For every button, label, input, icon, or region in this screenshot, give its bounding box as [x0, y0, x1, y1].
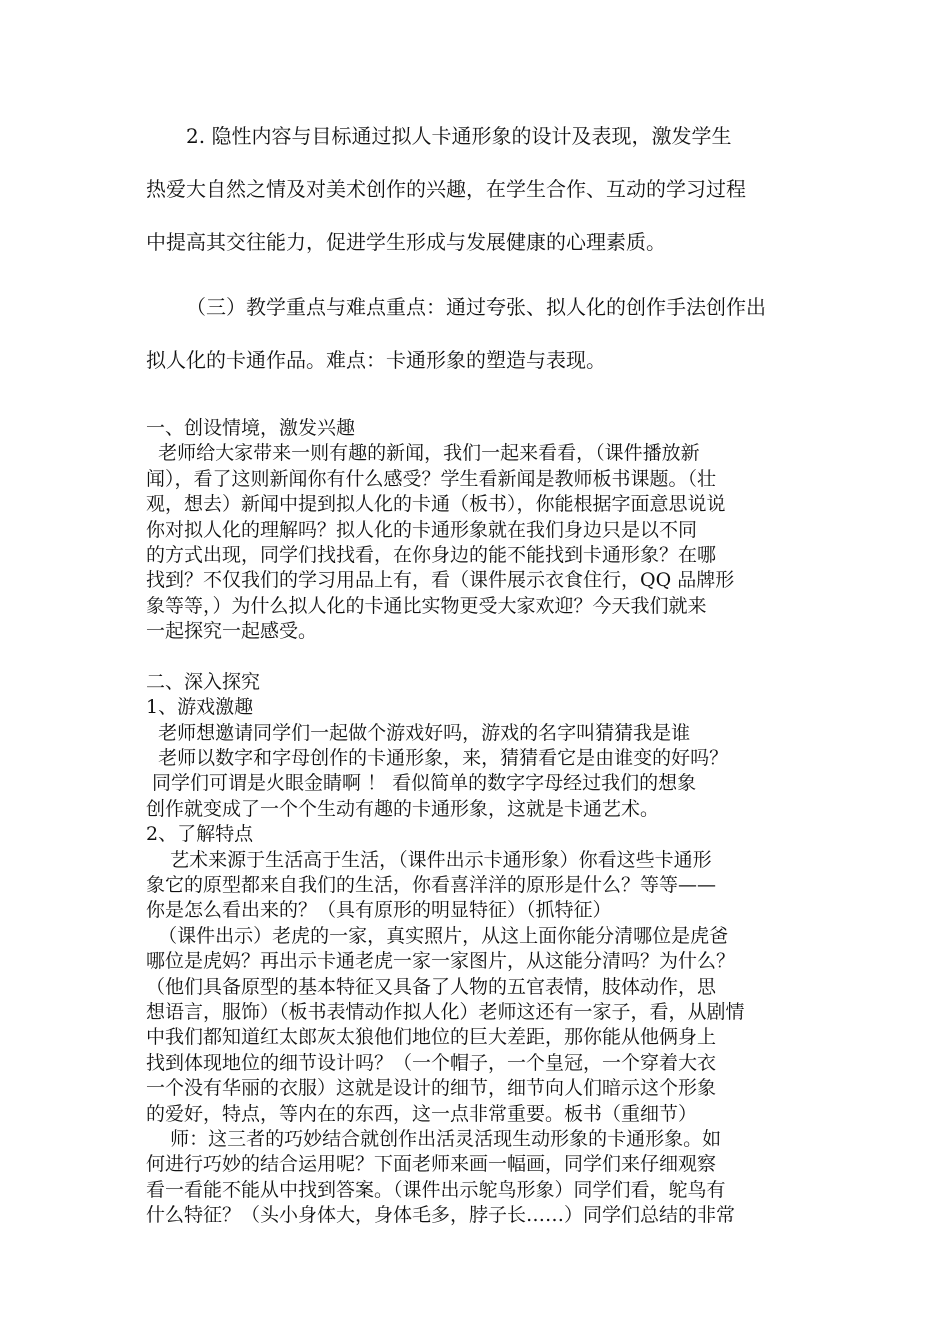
text-line: 老师给大家带来一则有趣的新闻，我们一起来看看，（课件播放新	[146, 442, 700, 465]
text-line: 的方式出现，同学们找找看，在你身边的能不能找到卡通形象？在哪	[146, 543, 717, 566]
text-line: 象等等，）为什么拟人化的卡通比实物更受大家欢迎？今天我们就来	[146, 594, 707, 617]
text-line: 你对拟人化的理解吗？拟人化的卡通形象就在我们身边只是以不同	[146, 518, 698, 541]
text-line: （三）教学重点与难点重点：通过夸张、拟人化的创作手法创作出	[186, 295, 766, 319]
text-line: 哪位是虎妈？再出示卡通老虎一家一家图片，从这能分清吗？为什么？	[146, 950, 736, 973]
text-line: 想语言，服饰）（板书表情动作拟人化）老师这还有一家子，看，从剧情	[146, 1000, 745, 1023]
subsection-heading: 2、了解特点	[146, 823, 254, 846]
text-line: 你是怎么看出来的？（具有原形的明显特征）（抓特征）	[146, 899, 612, 922]
lesson-body	[146, 416, 811, 1229]
text-line: 一起探究一起感受。	[146, 620, 318, 643]
text-line: 何进行巧妙的结合运用呢？下面老师来画一幅画，同学们来仔细观察	[146, 1153, 717, 1176]
section1-paragraph	[146, 441, 811, 644]
section-heading: 一、创设情境，激发兴趣	[146, 417, 356, 439]
text-line: 艺术来源于生活高于生活，（课件出示卡通形象）你看这些卡通形	[146, 848, 712, 871]
text-line: 的爱好，特点，等内在的东西，这一点非常重要。板书（重细节）	[146, 1102, 698, 1125]
paragraph-key-points	[146, 281, 816, 387]
text-line: 师：这三者的巧妙结合就创作出活灵活现生动形象的卡通形象。如	[146, 1127, 722, 1150]
text-line: 象它的原型都来自我们的生活，你看喜洋洋的原形是什么？等等——	[146, 874, 717, 897]
paragraph-implicit-goals	[146, 110, 816, 269]
text-line: 拟人化的卡通作品。难点：卡通形象的塑造与表现。	[146, 348, 606, 372]
text-line: 老师想邀请同学们一起做个游戏好吗，游戏的名字叫猜猜我是谁	[146, 721, 691, 744]
text-line: 观，想去）新闻中提到拟人化的卡通（板书），你能根据字面意思说说	[146, 493, 726, 516]
text-line: 找到体现地位的细节设计吗？（一个帽子，一个皇冠，一个穿着大衣	[146, 1051, 717, 1074]
spacer	[146, 645, 811, 670]
section-heading: 二、深入探究	[146, 670, 261, 693]
text-line: 什么特征？（头小身体大，身体毛多，脖子长……）同学们总结的非常	[146, 1204, 736, 1227]
text-line: 中我们都知道红太郎灰太狼他们地位的巨大差距，那你能从他俩身上	[146, 1026, 717, 1049]
text-line: 找到？不仅我们的学习用品上有，看（课件展示衣食住行，QQ 品牌形	[146, 569, 735, 592]
game-paragraph	[146, 721, 811, 823]
subsection-heading: 1、游戏激趣	[146, 696, 254, 719]
text-line: 中提高其交往能力，促进学生形成与发展健康的心理素质。	[146, 230, 666, 254]
text-line: 创作就变成了一个个生动有趣的卡通形象，这就是卡通艺术。	[146, 797, 660, 820]
text-line: 老师以数字和字母创作的卡通形象，来，猜猜看它是由谁变的好吗？	[146, 747, 729, 770]
text-line: （课件出示）老虎的一家，真实照片，从这上面你能分清哪位是虎爸	[146, 924, 729, 947]
text-line: 闻），看了这则新闻你有什么感受？学生看新闻是教师板书课题。（壮	[146, 467, 717, 490]
text-line: 热爱大自然之情及对美术创作的兴趣，在学生合作、互动的学习过程	[146, 177, 746, 201]
text-line: （他们具备原型的基本特征又具备了人物的五官表情，肢体动作，思	[146, 975, 717, 998]
text-line: 一个没有华丽的衣服）这就是设计的细节，细节向人们暗示这个形象	[146, 1077, 717, 1100]
text-line: 2. 隐性内容与目标通过拟人卡通形象的设计及表现，激发学生	[186, 124, 732, 148]
text-line: 同学们可谓是火眼金睛啊 ！ 看似简单的数字字母经过我们的想象	[146, 772, 697, 795]
features-paragraph	[146, 848, 811, 1229]
text-line: 看一看能不能从中找到答案。（课件出示鸵鸟形象）同学们看，鸵鸟有	[146, 1178, 726, 1201]
